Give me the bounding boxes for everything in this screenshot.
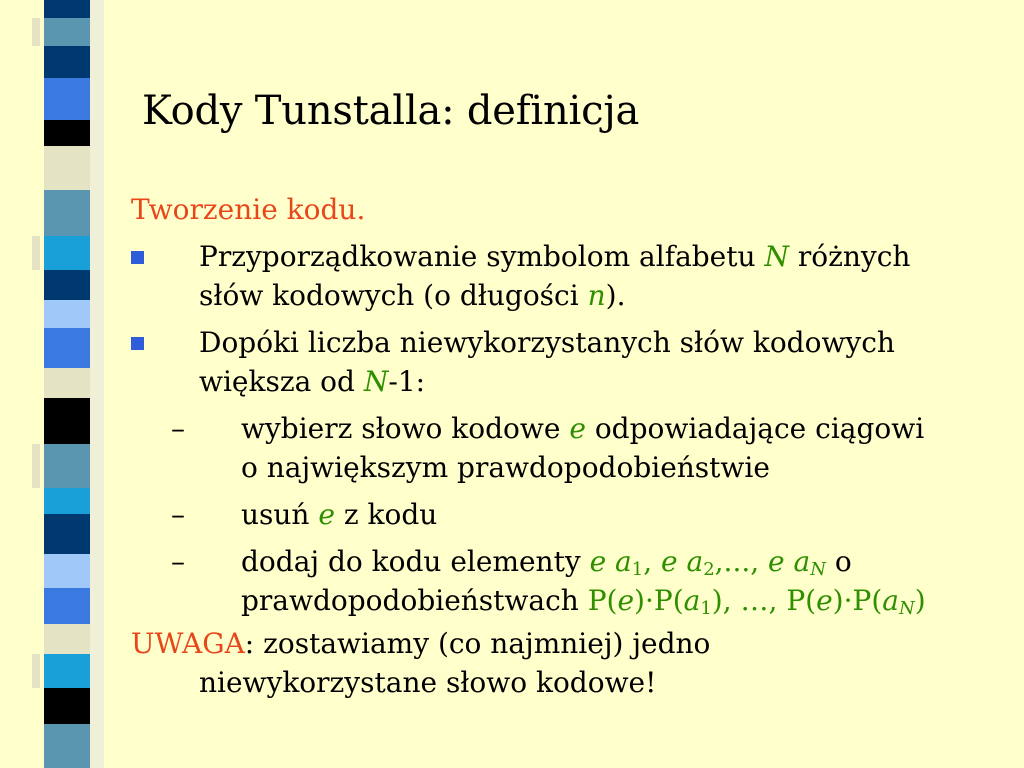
math-variable: a [882,584,899,617]
note-label: UWAGA [131,627,245,660]
decorative-stripe [0,0,118,768]
sub-line: o największym prawdopodobieństwie [241,451,770,484]
section-heading: Tworzenie kodu. [131,193,366,226]
math-expression: ) [914,584,926,617]
math-separator: , [643,545,662,578]
bullet-text: -1: [388,365,426,398]
sub-line [241,581,1001,620]
stripe-pattern [0,0,118,768]
slide-title: Kody Tunstalla: definicja [142,88,640,134]
bullet-square-icon [131,251,144,264]
sub-line [241,542,1001,581]
sub-line [241,495,1001,534]
bullet-line [199,237,1001,276]
slide-content [131,190,1001,702]
sub-item [131,542,1001,620]
bullet-text: różnych [788,240,911,273]
bullet-text: ). [605,279,626,312]
math-variable: n [587,279,606,312]
math-variable: e a [661,545,704,578]
math-subscript: 1 [700,598,712,619]
math-expression: P( [587,584,618,617]
sub-item [131,409,1001,487]
sub-line [241,409,1001,448]
math-expression: )·P( [634,584,684,617]
bullet-text: większa od [199,365,364,398]
bullet-text: słów kodowych (o długości [199,279,588,312]
bullet-item [131,237,1001,315]
math-separator: ,..., [714,545,769,578]
math-subscript: 2 [703,559,715,580]
dash-marker: – [171,412,185,445]
bullet-item [131,323,1001,401]
note-text: : zostawiamy (co najmniej) jedno [244,627,711,660]
math-variable: N [363,365,389,398]
sub-text: dodaj do kodu elementy [241,545,590,578]
math-variable: e a [589,545,632,578]
math-variable: e [318,498,335,531]
bullet-square-icon [131,337,144,350]
math-variable: e [617,584,635,617]
math-variable: a [683,584,701,617]
sub-text: usuń [241,498,319,531]
dash-marker: – [171,545,185,578]
bullet-line [199,362,1001,401]
bullet-line [199,276,1001,315]
note [131,624,1001,702]
math-variable: e [569,412,586,445]
math-variable: e a [768,545,811,578]
math-subscript: N [898,598,915,619]
bullet-text: Przyporządkowanie symbolom alfabetu [199,240,765,273]
math-expression: ), …, P( [711,584,817,617]
note-line [131,624,1001,663]
math-expression: )·P( [832,584,883,617]
note-line: niewykorzystane słowo kodowe! [199,666,657,699]
sub-text: z kodu [334,498,438,531]
math-subscript: 1 [631,559,644,580]
sub-text: wybierz słowo kodowe [241,412,570,445]
math-subscript: N [810,559,826,580]
sub-text: prawdopodobieństwach [241,584,588,617]
dash-marker: – [171,498,185,531]
sub-item [131,495,1001,534]
math-variable: N [764,240,789,273]
sub-text: odpowiadające ciągowi [585,412,925,445]
math-variable: e [816,584,833,617]
sub-text: o [825,545,852,578]
bullet-line: Dopóki liczba niewykorzystanych słów kodowych [199,326,895,359]
